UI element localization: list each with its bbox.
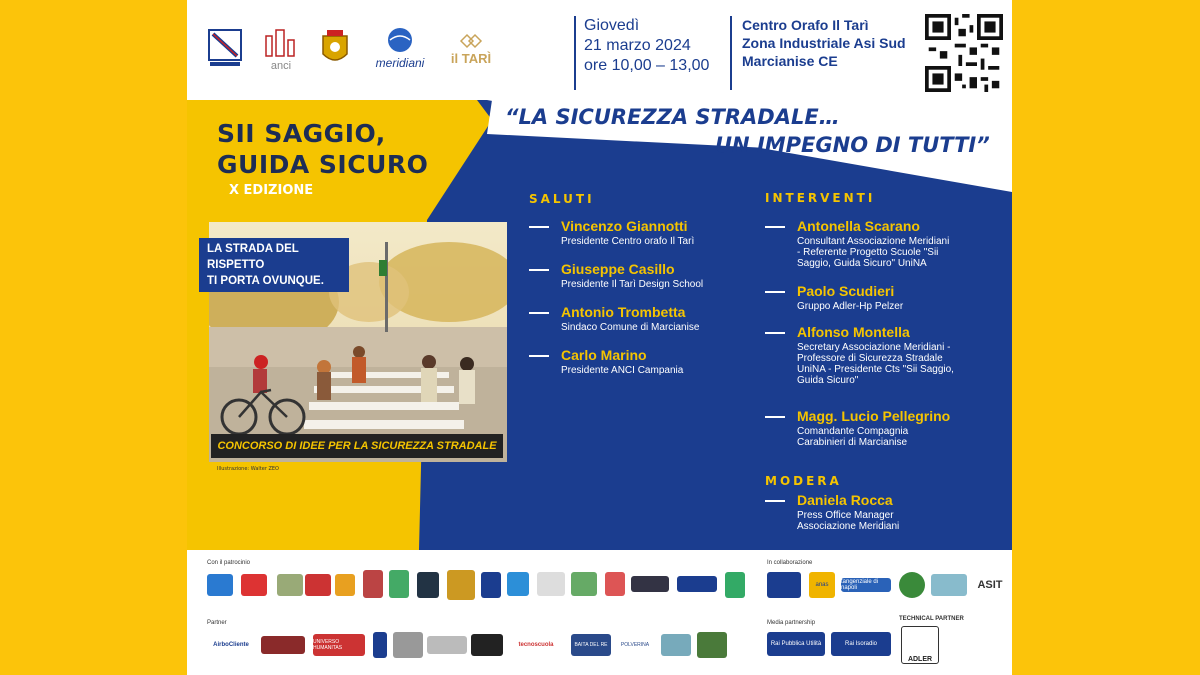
collaborazione-label: In collaborazione: [767, 560, 813, 566]
partner-logo-icon: [471, 634, 503, 656]
collaborazione-logo-icon: [767, 572, 801, 598]
banner-line2: TI PORTA OVUNQUE.: [207, 275, 324, 287]
patrocinio-logo-icon: [631, 576, 669, 592]
speaker-role: [797, 426, 908, 448]
airbocliente-logo: AirboCliente: [207, 636, 255, 654]
speaker-role: [797, 342, 954, 386]
adler-logo: ADLER: [901, 626, 939, 664]
tangenziale-logo: tangenziale di napoli: [841, 578, 891, 592]
event-time: ore 10,00 – 13,00: [584, 57, 710, 74]
asit-logo: ASIT: [973, 574, 1007, 596]
venue-zone: Zona Industriale Asi Sud: [742, 35, 906, 51]
il-tari-caption: il TARÌ: [450, 50, 492, 66]
role-line: Guida Sicuro": [797, 375, 859, 386]
role-line: Saggio, Guida Sicuro" UniNA: [797, 258, 927, 269]
speaker-name: Antonio Trombetta: [561, 304, 686, 320]
event-title-line2: GUIDA SICURO: [217, 150, 429, 179]
event-title: [217, 118, 428, 180]
event-venue-block: [742, 16, 906, 70]
header-divider: [574, 16, 576, 90]
speaker-role: Presidente Centro orafo Il Tarì: [561, 236, 695, 247]
patrocinio-logo-icon: [277, 574, 303, 596]
role-line: Professore di Sicurezza Stradale: [797, 353, 943, 364]
event-edition: X EDIZIONE: [229, 183, 314, 198]
role-line: Associazione Meridiani: [797, 521, 900, 532]
patrocinio-logo-icon: [389, 570, 409, 598]
partner-logo-icon: [661, 634, 691, 656]
universo-humanitas-logo: UNIVERSO HUMANITAS: [313, 634, 365, 656]
meridiani-caption: meridiani: [375, 56, 425, 70]
modera-heading: MODERA: [765, 474, 842, 488]
role-line: Press Office Manager: [797, 510, 894, 521]
speaker-name: Magg. Lucio Pellegrino: [797, 408, 951, 424]
event-day: Giovedì: [584, 17, 640, 34]
speaker-role: Sindaco Comune di Marcianise: [561, 322, 700, 333]
patrocinio-logo-icon: [305, 574, 331, 596]
speaker-name: Giuseppe Casillo: [561, 261, 675, 277]
patrocinio-logo-icon: [417, 572, 439, 598]
speaker-role: [797, 510, 899, 532]
slogan-line2: UN IMPEGNO DI TUTTI”: [715, 133, 990, 157]
technical-partner-label: TECHNICAL PARTNER: [899, 616, 964, 622]
patrocinio-label: Con il patrocinio: [207, 560, 251, 566]
patrocinio-logo-icon: [207, 574, 233, 596]
patrocinio-logo-icon: [725, 572, 745, 598]
speaker-role: Presidente ANCI Campania: [561, 365, 684, 376]
speaker-name: Vincenzo Giannotti: [561, 218, 688, 234]
event-date-block: [584, 16, 709, 76]
entry-dash: [529, 355, 549, 357]
campania-region-crest-icon: [205, 24, 245, 72]
city-crest-icon: [315, 24, 355, 72]
collaborazione-logo-icon: [899, 572, 925, 598]
partner-logo-icon: [373, 632, 387, 658]
entry-dash: [765, 226, 785, 228]
event-title-line1: SII SAGGIO,: [217, 119, 386, 148]
patrocinio-logo-icon: [241, 574, 267, 596]
speaker-name: Alfonso Montella: [797, 324, 910, 340]
partner-label: Partner: [207, 620, 227, 626]
speaker-role: Presidente Il Tarì Design School: [561, 279, 704, 290]
speaker-name: Carlo Marino: [561, 347, 647, 363]
patrocinio-logo-icon: [537, 572, 565, 596]
patrocinio-logo-icon: [677, 576, 717, 592]
speaker-name: Paolo Scudieri: [797, 283, 895, 299]
anci-campania-logo-icon: [259, 24, 303, 76]
illustration-banner: [199, 238, 349, 292]
role-line: - Referente Progetto Scuole "Sii: [797, 247, 939, 258]
meridiani-logo-icon: [365, 22, 435, 74]
patrocinio-logo-icon: [335, 574, 355, 596]
entry-dash: [529, 226, 549, 228]
speaker-role: [797, 236, 949, 269]
partner-logo-icon: [393, 632, 423, 658]
slogan-line1: “LA SICUREZZA STRADALE…: [505, 105, 840, 129]
role-line: UniNA - Presidente Cts "Sii Saggio,: [797, 364, 954, 375]
event-date: 21 marzo 2024: [584, 37, 691, 54]
illustration-credit: Illustrazione: Walter ZEO: [217, 466, 279, 472]
il-tari-logo-icon: [443, 22, 499, 76]
entry-dash: [765, 332, 785, 334]
patrocinio-logo-icon: [481, 572, 501, 598]
speaker-name: Daniela Rocca: [797, 492, 893, 508]
partner-logo-icon: [427, 636, 467, 654]
patrocinio-logo-icon: [447, 570, 475, 600]
entry-dash: [765, 500, 785, 502]
tecnoscuola-logo: tecnoscuola: [509, 638, 563, 652]
saluti-heading: SALUTI: [529, 192, 595, 206]
interventi-heading: INTERVENTI: [765, 191, 876, 205]
header-divider: [730, 16, 732, 90]
entry-dash: [529, 312, 549, 314]
entry-dash: [765, 416, 785, 418]
speaker-role: Gruppo Adler-Hp Pelzer: [797, 301, 904, 312]
sponsors-footer: [187, 550, 1012, 675]
patrocinio-logo-icon: [507, 572, 529, 596]
venue-city: Marcianise CE: [742, 53, 838, 69]
entry-dash: [765, 291, 785, 293]
partner-logo-icon: [697, 632, 727, 658]
rai-isoradio-logo: Rai Isoradio: [831, 632, 891, 656]
anci-caption: anci: [270, 60, 292, 72]
collaborazione-logo-icon: [931, 574, 967, 596]
speaker-name: Antonella Scarano: [797, 218, 920, 234]
role-line: Carabinieri di Marcianise: [797, 437, 908, 448]
entry-dash: [529, 269, 549, 271]
banner-line1: LA STRADA DEL RISPETTO: [207, 243, 299, 271]
event-poster: [187, 0, 1012, 675]
patrocinio-logo-icon: [363, 570, 383, 598]
role-line: Consultant Associazione Meridiani: [797, 236, 950, 247]
patrocinio-logo-icon: [605, 572, 625, 596]
rai-pubblica-utilita-logo: Rai Pubblica Utilità: [767, 632, 825, 656]
polverina-logo: POLVERINA: [617, 634, 653, 656]
patrocinio-logo-icon: [571, 572, 597, 596]
poster-header: [187, 0, 1012, 100]
role-line: Secretary Associazione Meridiani -: [797, 342, 951, 353]
venue-name: Centro Orafo Il Tarì: [742, 17, 869, 33]
contest-strip: CONCORSO DI IDEE PER LA SICUREZZA STRADALE: [211, 434, 503, 458]
media-label: Media partnership: [767, 620, 816, 626]
anas-logo: anas: [809, 572, 835, 598]
partner-logo-icon: [261, 636, 305, 654]
baita-del-re-logo: BAITA DEL RE: [571, 634, 611, 656]
qr-code-icon: [925, 14, 1003, 92]
role-line: Comandante Compagnia: [797, 426, 909, 437]
